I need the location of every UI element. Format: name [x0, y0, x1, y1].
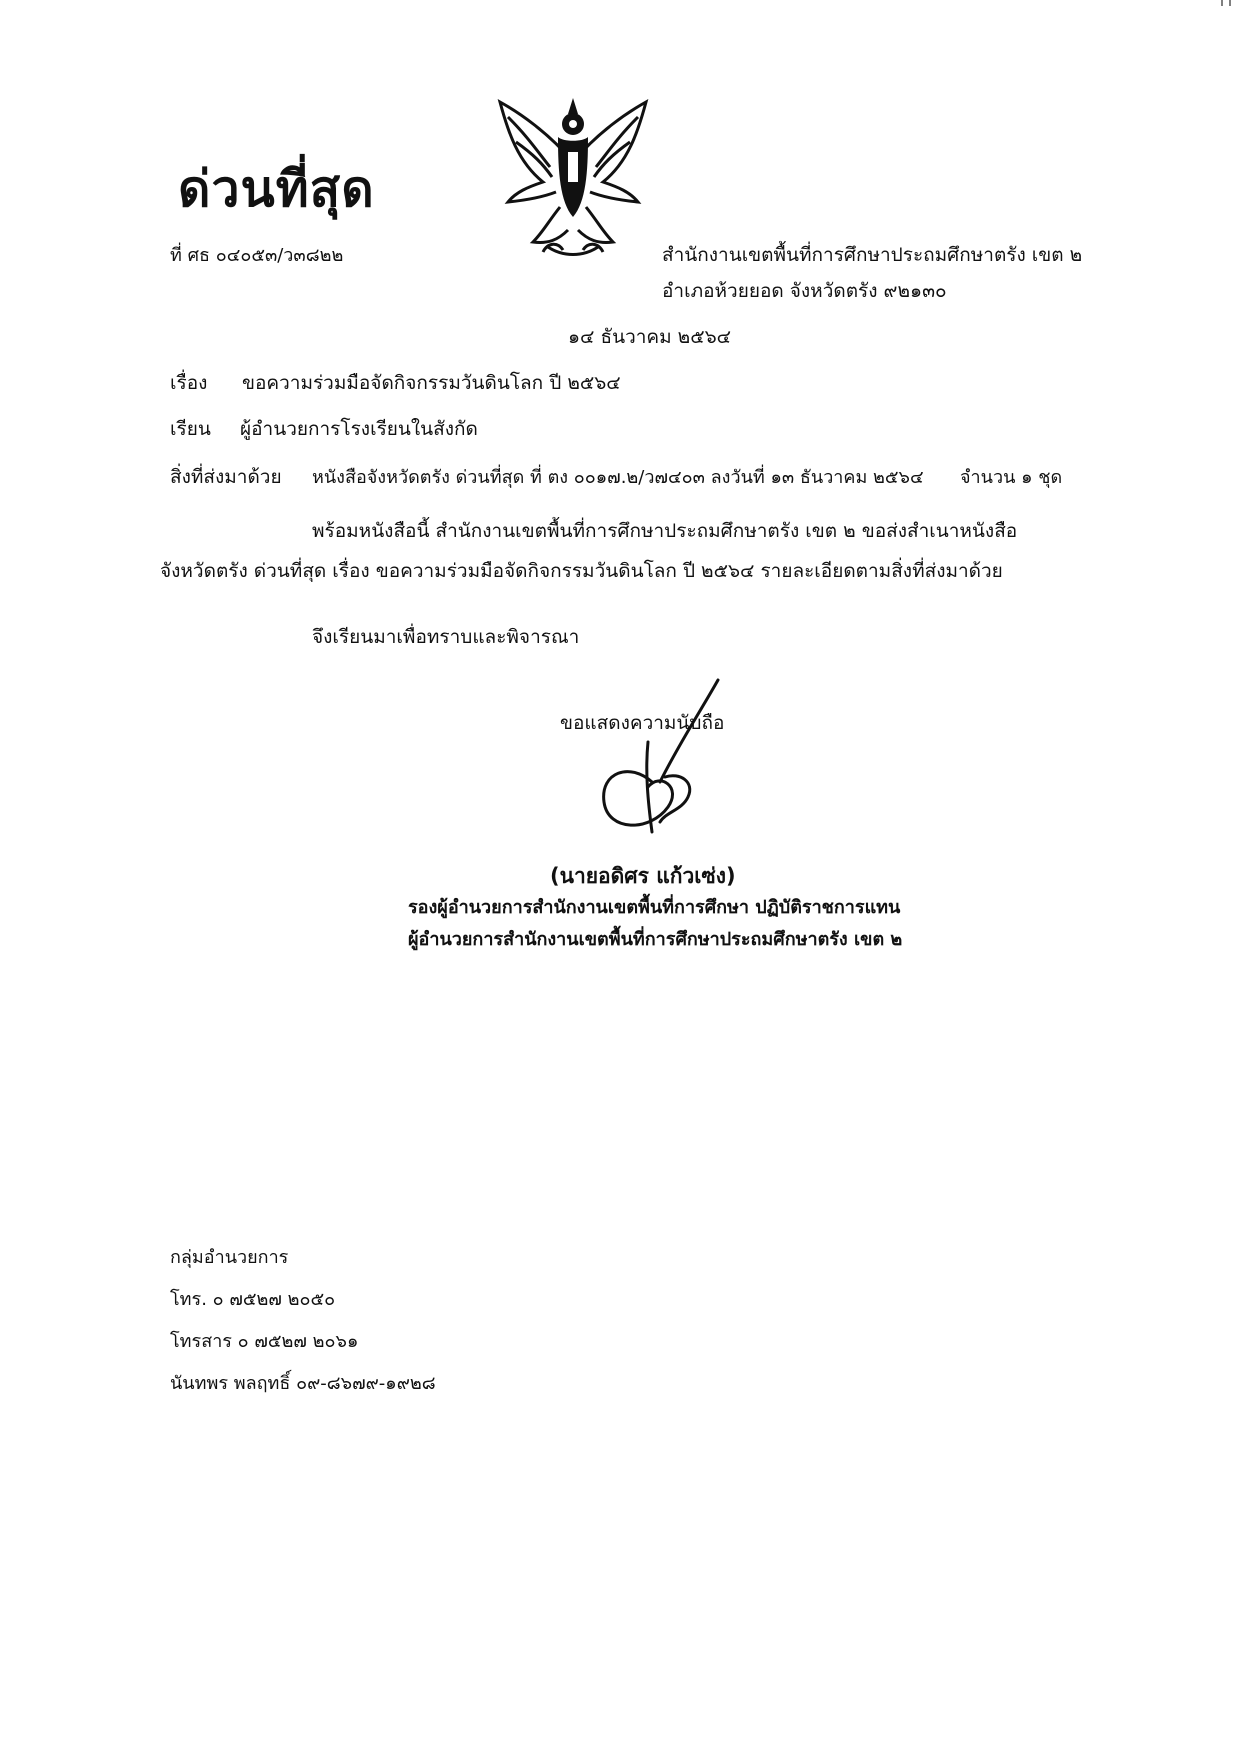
closing-request: จึงเรียนมาเพื่อทราบและพิจารณา	[312, 626, 580, 648]
document-number: ที่ ศธ ๐๔๐๕๓/ว๓๘๒๒	[170, 245, 344, 266]
signatory-position-2: ผู้อำนวยการสำนักงานเขตพื้นที่การศึกษาประถมศึกษาตรัง เขต ๒	[408, 929, 903, 950]
enclosure-label: สิ่งที่ส่งมาด้วย	[170, 466, 282, 488]
subject-text: ขอความร่วมมือจัดกิจกรรมวันดินโลก ปี ๒๕๖๔	[242, 372, 621, 394]
recipient-label: เรียน	[170, 418, 211, 440]
footer-department: กลุ่มอำนวยการ	[170, 1247, 289, 1268]
scan-mark	[1220, 0, 1234, 6]
footer-phone: โทร. ๐ ๗๕๒๗ ๒๐๕๐	[170, 1289, 336, 1310]
document-date: ๑๔ ธันวาคม ๒๕๖๔	[568, 326, 732, 348]
salutation: ขอแสดงความนับถือ	[560, 712, 725, 734]
enclosure-quantity: จำนวน ๑ ชุด	[960, 467, 1063, 488]
recipient-text: ผู้อำนวยการโรงเรียนในสังกัด	[240, 418, 478, 440]
urgency-heading: ด่วนที่สุด	[178, 160, 375, 218]
garuda-emblem-icon	[488, 92, 658, 262]
subject-label: เรื่อง	[170, 372, 208, 394]
handwritten-signature-icon	[590, 672, 730, 847]
issuing-office: สำนักงานเขตพื้นที่การศึกษาประถมศึกษาตรัง เขต ๒	[662, 244, 1083, 266]
signatory-name: (นายอดิศร แก้วเซ่ง)	[550, 864, 736, 888]
body-line-2: จังหวัดตรัง ด่วนที่สุด เรื่อง ขอความร่วมมือจัดกิจกรรมวันดินโลก ปี ๒๕๖๔ รายละเอียดตามสิ่งที่ส่งมาด้วย	[160, 560, 1003, 582]
body-line-1: พร้อมหนังสือนี้ สำนักงานเขตพื้นที่การศึกษาประถมศึกษาตรัง เขต ๒ ขอส่งสำเนาหนังสือ	[312, 520, 1018, 542]
signatory-position-1: รองผู้อำนวยการสำนักงานเขตพื้นที่การศึกษา ปฏิบัติราชการแทน	[408, 897, 901, 918]
footer-coordinator: นันทพร พลฤทธิ์ ๐๙-๘๖๗๙-๑๙๒๘	[170, 1373, 436, 1394]
enclosure-text: หนังสือจังหวัดตรัง ด่วนที่สุด ที่ ตง ๐๐๑๗.๒/ว๗๔๐๓ ลงวันที่ ๑๓ ธันวาคม ๒๕๖๔	[312, 467, 924, 488]
footer-fax: โทรสาร ๐ ๗๕๒๗ ๒๐๖๑	[170, 1331, 359, 1352]
office-address: อำเภอห้วยยอด จังหวัดตรัง ๙๒๑๓๐	[662, 280, 947, 302]
